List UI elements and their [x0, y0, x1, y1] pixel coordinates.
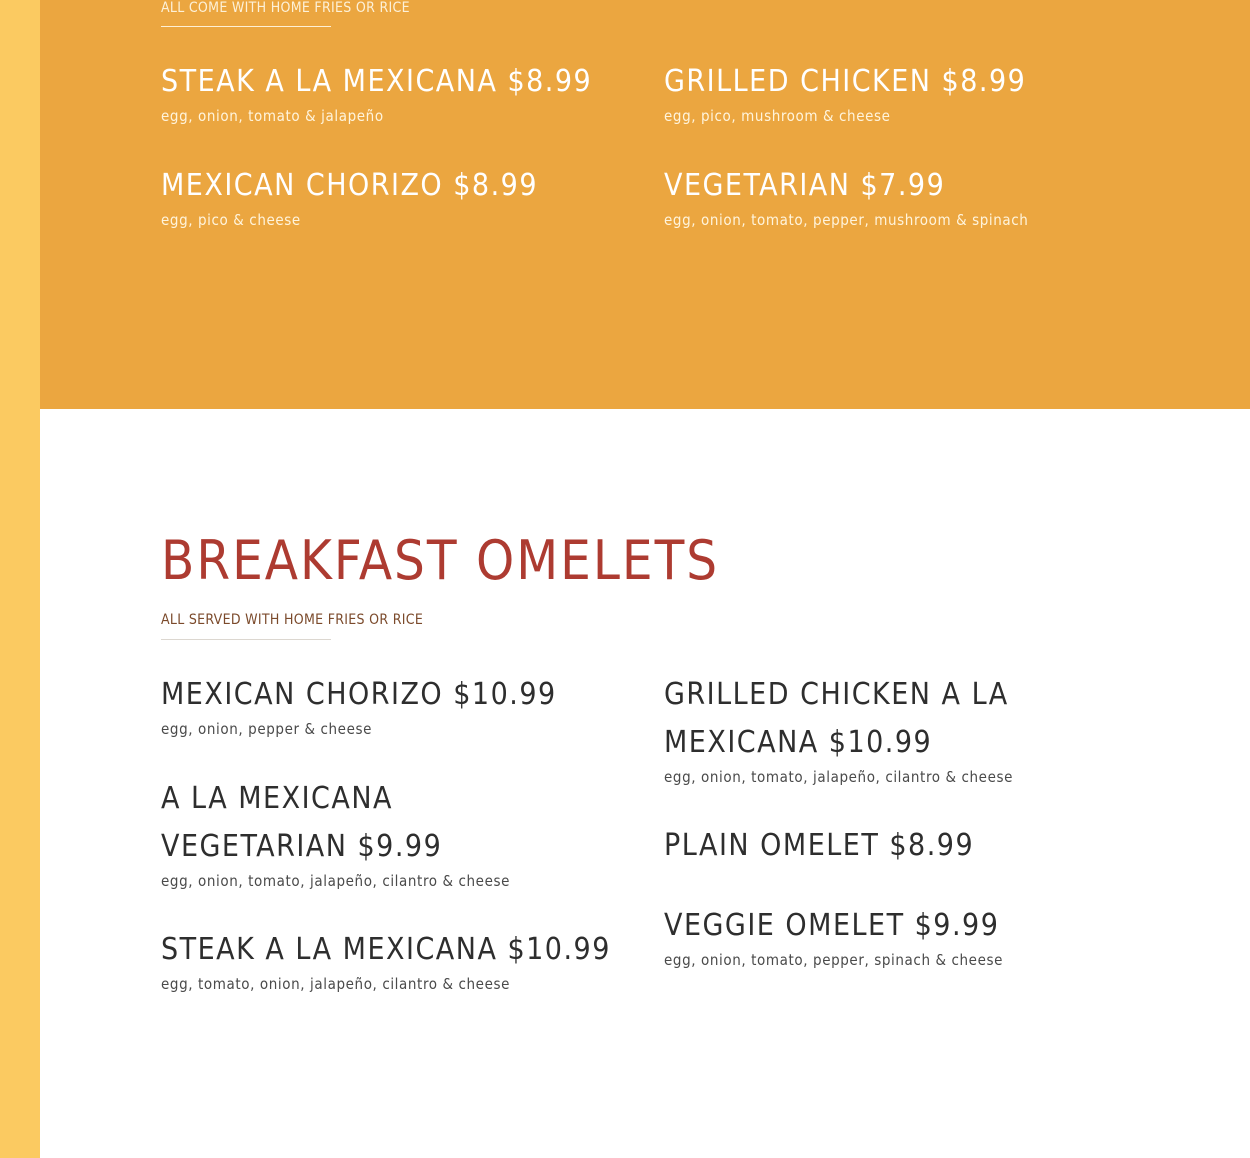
menu-item-description: egg, onion, tomato & jalapeño [161, 107, 384, 125]
menu-item-name: MEXICAN CHORIZO $8.99 [161, 168, 538, 203]
menu-item-description: egg, pico, mushroom & cheese [664, 107, 891, 125]
menu-item-name: VEGETARIAN $7.99 [664, 168, 946, 203]
subtitle-underline [161, 639, 331, 640]
subtitle-underline [161, 26, 331, 27]
menu-item [664, 902, 1134, 970]
menu-item [161, 775, 581, 891]
menu-item-name: STEAK A LA MEXICANA $8.99 [161, 64, 593, 99]
menu-item-name: GRILLED CHICKEN A LA MEXICANA $10.99 [664, 677, 1009, 760]
menu-item-description: egg, pico & cheese [161, 211, 301, 229]
menu-item-description: egg, onion, tomato, jalapeño, cilantro & cheese [664, 768, 1014, 786]
side-decorative-strip [0, 0, 40, 1158]
breakfast-specials-section [40, 0, 1250, 409]
menu-item-name: GRILLED CHICKEN $8.99 [664, 64, 1027, 99]
menu-item [161, 671, 631, 739]
menu-item-description: egg, tomato, onion, jalapeño, cilantro & cheese [161, 975, 511, 993]
section-subtitle: ALL SERVED WITH HOME FRIES OR RICE [161, 612, 424, 628]
menu-item-name: A LA MEXICANA VEGETARIAN $9.99 [161, 781, 443, 864]
section-title: BREAKFAST OMELETS [161, 529, 720, 592]
breakfast-omelets-section [40, 409, 1250, 1158]
menu-item [161, 162, 631, 230]
menu-item-description: egg, onion, pepper & cheese [161, 720, 373, 738]
menu-item-name: STEAK A LA MEXICANA $10.99 [161, 932, 611, 967]
menu-item [161, 58, 631, 126]
menu-item [161, 926, 631, 994]
menu-item [664, 822, 1134, 870]
menu-item-name: VEGGIE OMELET $9.99 [664, 908, 1000, 943]
menu-item [664, 58, 1134, 126]
menu-item-description: egg, onion, tomato, jalapeño, cilantro & cheese [161, 872, 511, 890]
section-subtitle: ALL COME WITH HOME FRIES OR RICE [161, 0, 410, 16]
menu-item-name: PLAIN OMELET $8.99 [664, 828, 975, 863]
menu-item-description: egg, onion, tomato, pepper, mushroom & spinach [664, 211, 1029, 229]
menu-item [664, 671, 1134, 787]
menu-item [664, 162, 1134, 230]
menu-item-name: MEXICAN CHORIZO $10.99 [161, 677, 557, 712]
menu-item-description: egg, onion, tomato, pepper, spinach & cheese [664, 951, 1004, 969]
